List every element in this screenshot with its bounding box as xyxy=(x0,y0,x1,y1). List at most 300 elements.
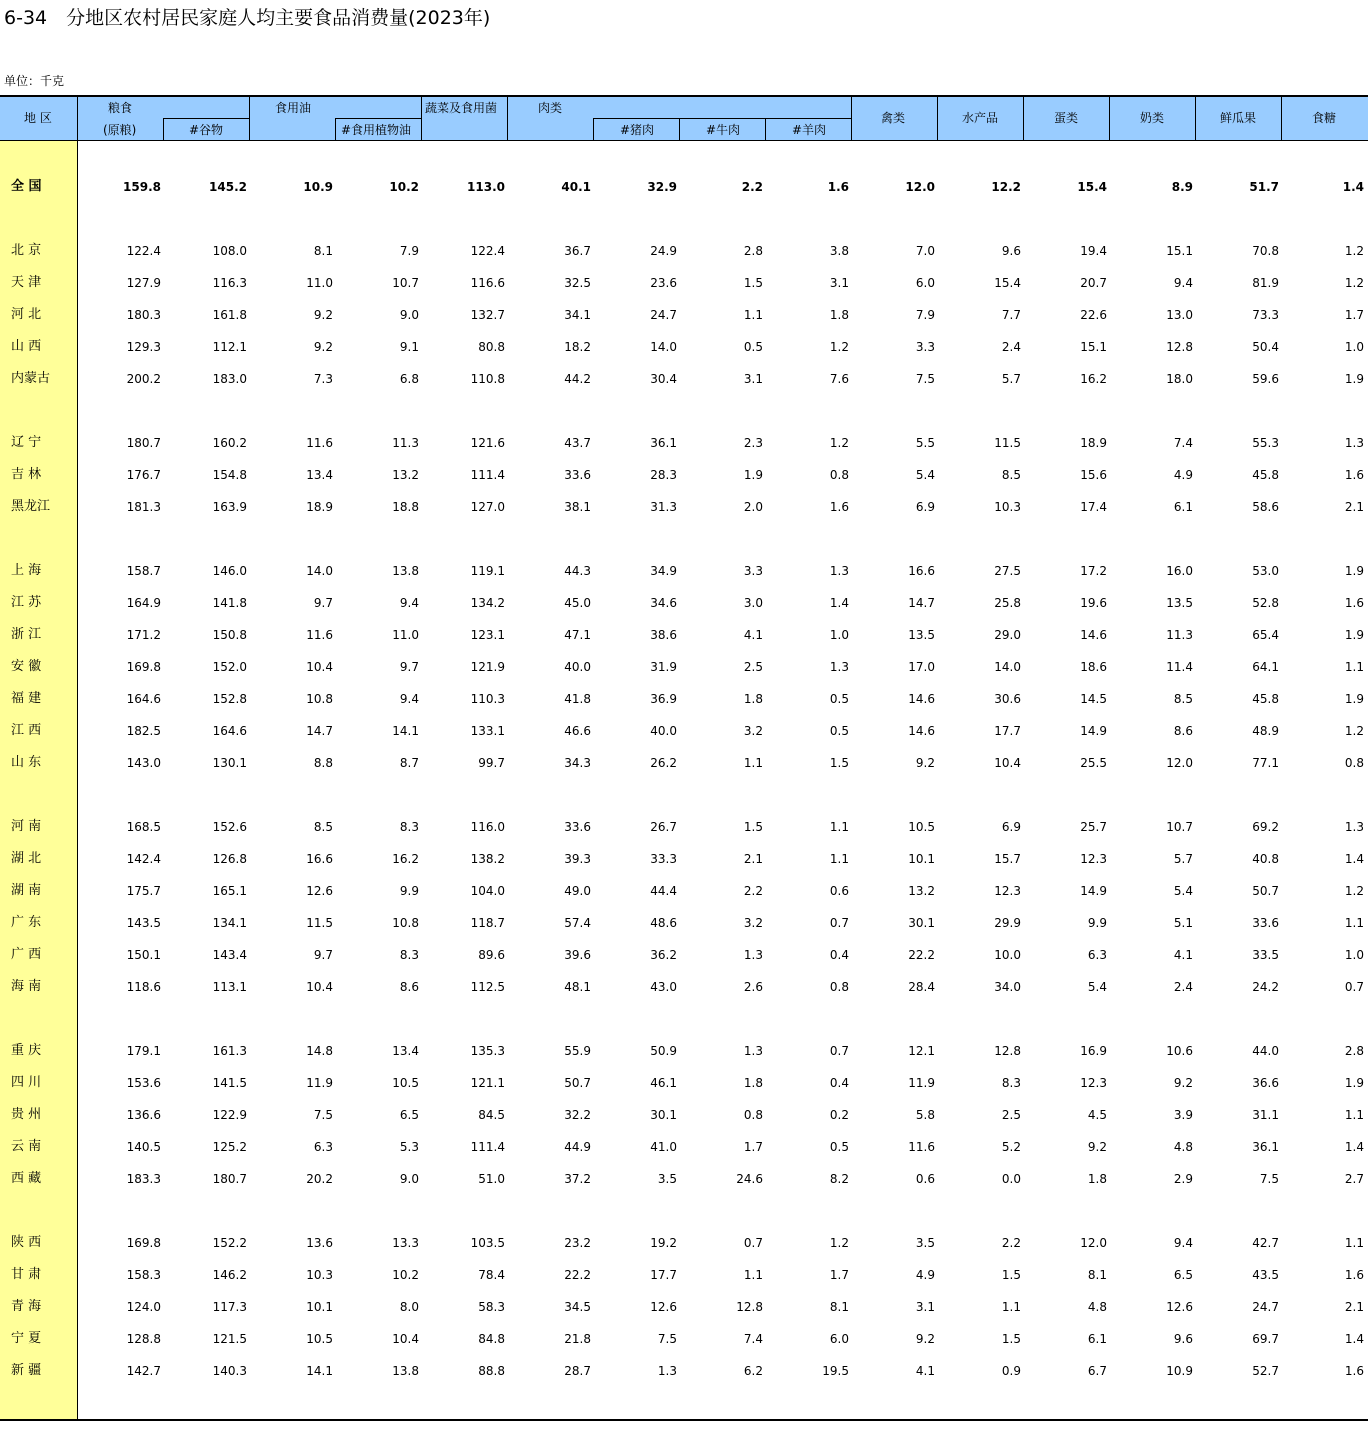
table-cell: 169.8 xyxy=(126,1236,161,1250)
header-divider xyxy=(765,118,766,141)
table-cell: 122.9 xyxy=(212,1108,247,1122)
table-cell: 1.6 xyxy=(1344,1364,1364,1378)
table-cell: 0.2 xyxy=(829,1108,849,1122)
table-cell: 1.2 xyxy=(829,436,849,450)
table-cell: 44.3 xyxy=(564,564,591,578)
table-cell: 1.3 xyxy=(657,1364,677,1378)
table-cell: 39.6 xyxy=(564,948,591,962)
table-cell: 2.1 xyxy=(1344,500,1364,514)
region-name: 江 苏 xyxy=(11,595,42,610)
table-cell: 1.5 xyxy=(1001,1332,1021,1346)
table-cell: 113.1 xyxy=(212,980,247,994)
table-cell: 9.7 xyxy=(313,596,333,610)
table-cell: 34.5 xyxy=(564,1300,591,1314)
table-cell: 11.9 xyxy=(306,1076,333,1090)
table-cell: 150.1 xyxy=(126,948,161,962)
table-cell: 34.1 xyxy=(564,308,591,322)
table-cell: 1.9 xyxy=(1344,1076,1364,1090)
table-cell: 24.6 xyxy=(736,1172,763,1186)
table-cell: 9.9 xyxy=(399,884,419,898)
table-cell: 13.4 xyxy=(392,1044,419,1058)
table-cell: 6.9 xyxy=(915,500,935,514)
table-cell: 8.1 xyxy=(313,244,333,258)
table-cell: 121.6 xyxy=(470,436,505,450)
table-cell: 8.7 xyxy=(399,756,419,770)
table-cell: 2.4 xyxy=(1173,980,1193,994)
table-cell: 3.5 xyxy=(915,1236,935,1250)
header-mutton: #羊肉 xyxy=(792,123,827,137)
table-cell: 0.4 xyxy=(829,948,849,962)
table-cell: 16.0 xyxy=(1166,564,1193,578)
table-cell: 45.8 xyxy=(1252,468,1279,482)
table-cell: 183.0 xyxy=(212,372,247,386)
table-cell: 141.8 xyxy=(212,596,247,610)
table-cell: 2.9 xyxy=(1173,1172,1193,1186)
table-cell: 16.2 xyxy=(392,852,419,866)
table-cell: 159.8 xyxy=(123,180,161,194)
table-cell: 111.4 xyxy=(470,468,505,482)
table-cell: 22.2 xyxy=(564,1268,591,1282)
table-cell: 7.4 xyxy=(1173,436,1193,450)
region-name: 宁 夏 xyxy=(11,1331,42,1346)
table-cell: 50.7 xyxy=(1252,884,1279,898)
table-cell: 80.8 xyxy=(478,340,505,354)
region-name: 山 东 xyxy=(11,755,42,770)
table-cell: 117.3 xyxy=(212,1300,247,1314)
table-cell: 1.5 xyxy=(743,820,763,834)
table-cell: 3.8 xyxy=(829,244,849,258)
table-cell: 6.7 xyxy=(1087,1364,1107,1378)
unit-label: 单位：千克 xyxy=(4,74,65,88)
table-cell: 1.1 xyxy=(829,852,849,866)
table-cell: 104.0 xyxy=(470,884,505,898)
table-cell: 140.3 xyxy=(212,1364,247,1378)
table-cell: 1.1 xyxy=(829,820,849,834)
table-cell: 4.8 xyxy=(1087,1300,1107,1314)
header-vegetables: 蔬菜及食用菌 xyxy=(425,101,498,115)
header-divider xyxy=(335,118,336,141)
table-cell: 14.0 xyxy=(650,340,677,354)
table-cell: 47.1 xyxy=(564,628,591,642)
table-cell: 32.2 xyxy=(564,1108,591,1122)
table-cell: 69.2 xyxy=(1252,820,1279,834)
header-fruit: 鲜瓜果 xyxy=(1220,111,1257,125)
table-cell: 10.4 xyxy=(306,660,333,674)
table-cell: 28.7 xyxy=(564,1364,591,1378)
table-cell: 1.1 xyxy=(1344,1108,1364,1122)
region-name: 河 北 xyxy=(11,307,42,322)
table-cell: 1.0 xyxy=(1344,948,1364,962)
table-cell: 0.8 xyxy=(743,1108,763,1122)
table-cell: 3.9 xyxy=(1173,1108,1193,1122)
table-cell: 10.0 xyxy=(994,948,1021,962)
table-cell: 9.2 xyxy=(1173,1076,1193,1090)
table-cell: 8.3 xyxy=(399,820,419,834)
table-cell: 42.7 xyxy=(1252,1236,1279,1250)
table-cell: 175.7 xyxy=(126,884,161,898)
table-cell: 6.3 xyxy=(1087,948,1107,962)
table-cell: 53.0 xyxy=(1252,564,1279,578)
table-cell: 43.7 xyxy=(564,436,591,450)
table-cell: 164.9 xyxy=(126,596,161,610)
table-cell: 140.5 xyxy=(126,1140,161,1154)
table-cell: 176.7 xyxy=(126,468,161,482)
table-cell: 122.4 xyxy=(126,244,161,258)
table-cell: 6.5 xyxy=(399,1108,419,1122)
table-cell: 25.5 xyxy=(1080,756,1107,770)
table-cell: 1.2 xyxy=(1344,724,1364,738)
table-cell: 13.8 xyxy=(392,1364,419,1378)
header-divider xyxy=(1109,95,1110,141)
table-cell: 1.6 xyxy=(1344,596,1364,610)
region-name: 青 海 xyxy=(11,1299,42,1314)
table-cell: 124.0 xyxy=(126,1300,161,1314)
table-cell: 26.7 xyxy=(650,820,677,834)
table-cell: 1.5 xyxy=(1001,1268,1021,1282)
table-cell: 14.0 xyxy=(994,660,1021,674)
table-cell: 12.3 xyxy=(1080,1076,1107,1090)
table-cell: 8.5 xyxy=(1173,692,1193,706)
table-cell: 14.7 xyxy=(306,724,333,738)
table-cell: 19.5 xyxy=(822,1364,849,1378)
table-cell: 36.1 xyxy=(1252,1140,1279,1154)
table-cell: 4.8 xyxy=(1173,1140,1193,1154)
table-cell: 2.0 xyxy=(743,500,763,514)
table-cell: 8.3 xyxy=(1001,1076,1021,1090)
table-cell: 8.0 xyxy=(399,1300,419,1314)
table-cell: 14.6 xyxy=(908,692,935,706)
table-cell: 7.4 xyxy=(743,1332,763,1346)
table-cell: 13.0 xyxy=(1166,308,1193,322)
table-cell: 65.4 xyxy=(1252,628,1279,642)
table-cell: 14.1 xyxy=(392,724,419,738)
table-cell: 171.2 xyxy=(126,628,161,642)
region-name: 广 东 xyxy=(11,915,42,930)
table-cell: 10.5 xyxy=(306,1332,333,1346)
header-divider xyxy=(593,118,594,141)
table-cell: 10.3 xyxy=(994,500,1021,514)
table-cell: 46.1 xyxy=(650,1076,677,1090)
header-divider xyxy=(507,95,508,141)
table-cell: 11.4 xyxy=(1166,660,1193,674)
table-cell: 9.2 xyxy=(313,308,333,322)
table-cell: 29.9 xyxy=(994,916,1021,930)
table-cell: 14.9 xyxy=(1080,884,1107,898)
table-cell: 33.6 xyxy=(564,468,591,482)
table-cell: 5.8 xyxy=(915,1108,935,1122)
table-cell: 8.1 xyxy=(829,1300,849,1314)
table-cell: 12.8 xyxy=(994,1044,1021,1058)
header-cereal: #谷物 xyxy=(189,123,224,137)
table-cell: 7.9 xyxy=(399,244,419,258)
table-cell: 10.3 xyxy=(306,1268,333,1282)
table-cell: 46.6 xyxy=(564,724,591,738)
table-cell: 16.9 xyxy=(1080,1044,1107,1058)
table-cell: 88.8 xyxy=(478,1364,505,1378)
table-cell: 116.3 xyxy=(212,276,247,290)
table-cell: 51.0 xyxy=(478,1172,505,1186)
table-cell: 164.6 xyxy=(126,692,161,706)
table-cell: 127.9 xyxy=(126,276,161,290)
table-cell: 34.3 xyxy=(564,756,591,770)
table-cell: 4.1 xyxy=(1173,948,1193,962)
table-cell: 1.5 xyxy=(829,756,849,770)
table-cell: 25.7 xyxy=(1080,820,1107,834)
table-cell: 13.3 xyxy=(392,1236,419,1250)
table-cell: 11.6 xyxy=(908,1140,935,1154)
table-cell: 9.1 xyxy=(399,340,419,354)
table-cell: 181.3 xyxy=(126,500,161,514)
table-cell: 99.7 xyxy=(478,756,505,770)
table-cell: 1.9 xyxy=(743,468,763,482)
table-cell: 13.5 xyxy=(908,628,935,642)
table-cell: 31.9 xyxy=(650,660,677,674)
table-cell: 7.9 xyxy=(915,308,935,322)
table-cell: 52.7 xyxy=(1252,1364,1279,1378)
meat-sub-rule xyxy=(593,118,852,119)
table-cell: 142.7 xyxy=(126,1364,161,1378)
table-cell: 116.0 xyxy=(470,820,505,834)
table-cell: 24.7 xyxy=(1252,1300,1279,1314)
table-cell: 2.7 xyxy=(1344,1172,1364,1186)
table-cell: 180.3 xyxy=(126,308,161,322)
table-cell: 5.5 xyxy=(915,436,935,450)
table-cell: 8.5 xyxy=(313,820,333,834)
table-cell: 12.8 xyxy=(736,1300,763,1314)
table-cell: 45.0 xyxy=(564,596,591,610)
table-cell: 14.6 xyxy=(908,724,935,738)
table-cell: 84.5 xyxy=(478,1108,505,1122)
table-cell: 12.3 xyxy=(994,884,1021,898)
region-name: 甘 肃 xyxy=(11,1267,42,1282)
header-divider xyxy=(249,95,250,141)
table-cell: 180.7 xyxy=(126,436,161,450)
table-cell: 57.4 xyxy=(564,916,591,930)
table-cell: 1.0 xyxy=(829,628,849,642)
table-cell: 11.0 xyxy=(392,628,419,642)
table-cell: 14.7 xyxy=(908,596,935,610)
table-cell: 3.2 xyxy=(743,916,763,930)
table-cell: 6.9 xyxy=(1001,820,1021,834)
table-cell: 118.6 xyxy=(126,980,161,994)
table-cell: 182.5 xyxy=(126,724,161,738)
header-poultry: 禽类 xyxy=(881,111,906,125)
table-cell: 10.5 xyxy=(392,1076,419,1090)
table-cell: 132.7 xyxy=(470,308,505,322)
table-cell: 1.1 xyxy=(743,756,763,770)
table-cell: 116.6 xyxy=(470,276,505,290)
table-cell: 18.8 xyxy=(392,500,419,514)
table-cell: 2.2 xyxy=(1001,1236,1021,1250)
table-cell: 1.2 xyxy=(829,340,849,354)
table-cell: 11.5 xyxy=(994,436,1021,450)
table-cell: 7.0 xyxy=(915,244,935,258)
table-bottom-rule xyxy=(0,1419,1368,1421)
header-grain: 粮食 xyxy=(108,101,133,115)
table-cell: 13.4 xyxy=(306,468,333,482)
table-cell: 9.4 xyxy=(1173,1236,1193,1250)
table-cell: 183.3 xyxy=(126,1172,161,1186)
table-cell: 44.0 xyxy=(1252,1044,1279,1058)
table-cell: 9.6 xyxy=(1173,1332,1193,1346)
table-cell: 13.8 xyxy=(392,564,419,578)
table-cell: 7.7 xyxy=(1001,308,1021,322)
header-divider xyxy=(851,95,852,141)
region-name: 云 南 xyxy=(11,1139,42,1154)
table-cell: 12.3 xyxy=(1080,852,1107,866)
table-cell: 2.6 xyxy=(743,980,763,994)
table-cell: 8.9 xyxy=(1171,180,1193,194)
table-cell: 2.5 xyxy=(1001,1108,1021,1122)
table-cell: 58.3 xyxy=(478,1300,505,1314)
table-cell: 41.0 xyxy=(650,1140,677,1154)
region-column-background xyxy=(0,141,77,1419)
table-cell: 12.0 xyxy=(1166,756,1193,770)
table-cell: 10.6 xyxy=(1166,1044,1193,1058)
table-cell: 143.4 xyxy=(212,948,247,962)
table-cell: 1.1 xyxy=(1344,916,1364,930)
table-cell: 1.4 xyxy=(1344,1140,1364,1154)
table-cell: 134.2 xyxy=(470,596,505,610)
table-cell: 0.7 xyxy=(743,1236,763,1250)
table-cell: 39.3 xyxy=(564,852,591,866)
table-cell: 134.1 xyxy=(212,916,247,930)
table-cell: 1.3 xyxy=(743,1044,763,1058)
table-cell: 108.0 xyxy=(212,244,247,258)
table-cell: 1.9 xyxy=(1344,628,1364,642)
table-cell: 141.5 xyxy=(212,1076,247,1090)
table-cell: 69.7 xyxy=(1252,1332,1279,1346)
table-cell: 3.3 xyxy=(915,340,935,354)
table-cell: 9.2 xyxy=(1087,1140,1107,1154)
table-cell: 129.3 xyxy=(126,340,161,354)
region-divider xyxy=(77,95,78,1421)
table-cell: 14.1 xyxy=(306,1364,333,1378)
region-name: 四 川 xyxy=(11,1075,42,1090)
table-cell: 0.7 xyxy=(829,916,849,930)
table-cell: 6.0 xyxy=(915,276,935,290)
table-cell: 3.3 xyxy=(743,564,763,578)
table-cell: 121.9 xyxy=(470,660,505,674)
table-cell: 12.6 xyxy=(306,884,333,898)
table-cell: 15.1 xyxy=(1166,244,1193,258)
table-cell: 142.4 xyxy=(126,852,161,866)
table-cell: 10.8 xyxy=(306,692,333,706)
table-cell: 44.2 xyxy=(564,372,591,386)
table-cell: 121.1 xyxy=(470,1076,505,1090)
table-cell: 6.0 xyxy=(829,1332,849,1346)
region-name: 内蒙古 xyxy=(11,371,51,386)
oil-sub-rule xyxy=(335,118,422,119)
table-cell: 1.8 xyxy=(1087,1172,1107,1186)
table-cell: 1.5 xyxy=(743,276,763,290)
table-cell: 55.9 xyxy=(564,1044,591,1058)
table-cell: 163.9 xyxy=(212,500,247,514)
region-name: 北 京 xyxy=(11,243,42,258)
table-cell: 14.9 xyxy=(1080,724,1107,738)
table-cell: 21.8 xyxy=(564,1332,591,1346)
table-cell: 34.9 xyxy=(650,564,677,578)
data-table xyxy=(0,95,1368,1421)
table-cell: 15.4 xyxy=(994,276,1021,290)
header-sugar: 食糖 xyxy=(1312,111,1337,125)
table-cell: 16.2 xyxy=(1080,372,1107,386)
header-grain-sub: (原粮) xyxy=(103,123,137,137)
table-cell: 164.6 xyxy=(212,724,247,738)
table-cell: 32.9 xyxy=(647,180,677,194)
table-cell: 5.7 xyxy=(1173,852,1193,866)
table-cell: 112.1 xyxy=(212,340,247,354)
table-cell: 110.3 xyxy=(470,692,505,706)
table-cell: 28.4 xyxy=(908,980,935,994)
table-cell: 40.0 xyxy=(650,724,677,738)
table-cell: 77.1 xyxy=(1252,756,1279,770)
table-cell: 11.5 xyxy=(306,916,333,930)
table-cell: 41.8 xyxy=(564,692,591,706)
table-cell: 18.9 xyxy=(306,500,333,514)
table-cell: 154.8 xyxy=(212,468,247,482)
table-cell: 160.2 xyxy=(212,436,247,450)
table-cell: 14.6 xyxy=(1080,628,1107,642)
table-cell: 30.1 xyxy=(650,1108,677,1122)
table-cell: 1.6 xyxy=(1344,1268,1364,1282)
table-cell: 1.3 xyxy=(829,564,849,578)
table-cell: 0.5 xyxy=(829,692,849,706)
table-cell: 130.1 xyxy=(212,756,247,770)
table-cell: 8.1 xyxy=(1087,1268,1107,1282)
region-name: 湖 南 xyxy=(11,883,42,898)
table-cell: 136.6 xyxy=(126,1108,161,1122)
table-cell: 18.6 xyxy=(1080,660,1107,674)
table-cell: 122.4 xyxy=(470,244,505,258)
table-cell: 10.5 xyxy=(908,820,935,834)
table-cell: 10.9 xyxy=(303,180,333,194)
table-cell: 23.2 xyxy=(564,1236,591,1250)
table-cell: 8.2 xyxy=(829,1172,849,1186)
table-cell: 17.2 xyxy=(1080,564,1107,578)
table-cell: 1.6 xyxy=(1344,468,1364,482)
table-cell: 128.8 xyxy=(126,1332,161,1346)
table-cell: 1.1 xyxy=(743,1268,763,1282)
table-cell: 26.2 xyxy=(650,756,677,770)
table-cell: 11.6 xyxy=(306,436,333,450)
table-cell: 1.6 xyxy=(827,180,849,194)
table-cell: 1.3 xyxy=(743,948,763,962)
table-cell: 0.7 xyxy=(1344,980,1364,994)
table-cell: 9.2 xyxy=(313,340,333,354)
table-cell: 36.7 xyxy=(564,244,591,258)
table-cell: 23.6 xyxy=(650,276,677,290)
table-cell: 9.7 xyxy=(399,660,419,674)
table-cell: 4.9 xyxy=(915,1268,935,1282)
table-cell: 6.2 xyxy=(743,1364,763,1378)
table-cell: 135.3 xyxy=(470,1044,505,1058)
table-cell: 0.8 xyxy=(829,980,849,994)
table-cell: 36.2 xyxy=(650,948,677,962)
table-cell: 6.1 xyxy=(1173,500,1193,514)
table-cell: 152.0 xyxy=(212,660,247,674)
table-cell: 38.1 xyxy=(564,500,591,514)
table-cell: 179.1 xyxy=(126,1044,161,1058)
table-cell: 29.0 xyxy=(994,628,1021,642)
table-cell: 17.7 xyxy=(650,1268,677,1282)
table-cell: 30.1 xyxy=(908,916,935,930)
table-cell: 9.4 xyxy=(1173,276,1193,290)
table-cell: 10.4 xyxy=(392,1332,419,1346)
table-cell: 1.2 xyxy=(829,1236,849,1250)
header-oil: 食用油 xyxy=(275,101,312,115)
table-cell: 3.5 xyxy=(657,1172,677,1186)
